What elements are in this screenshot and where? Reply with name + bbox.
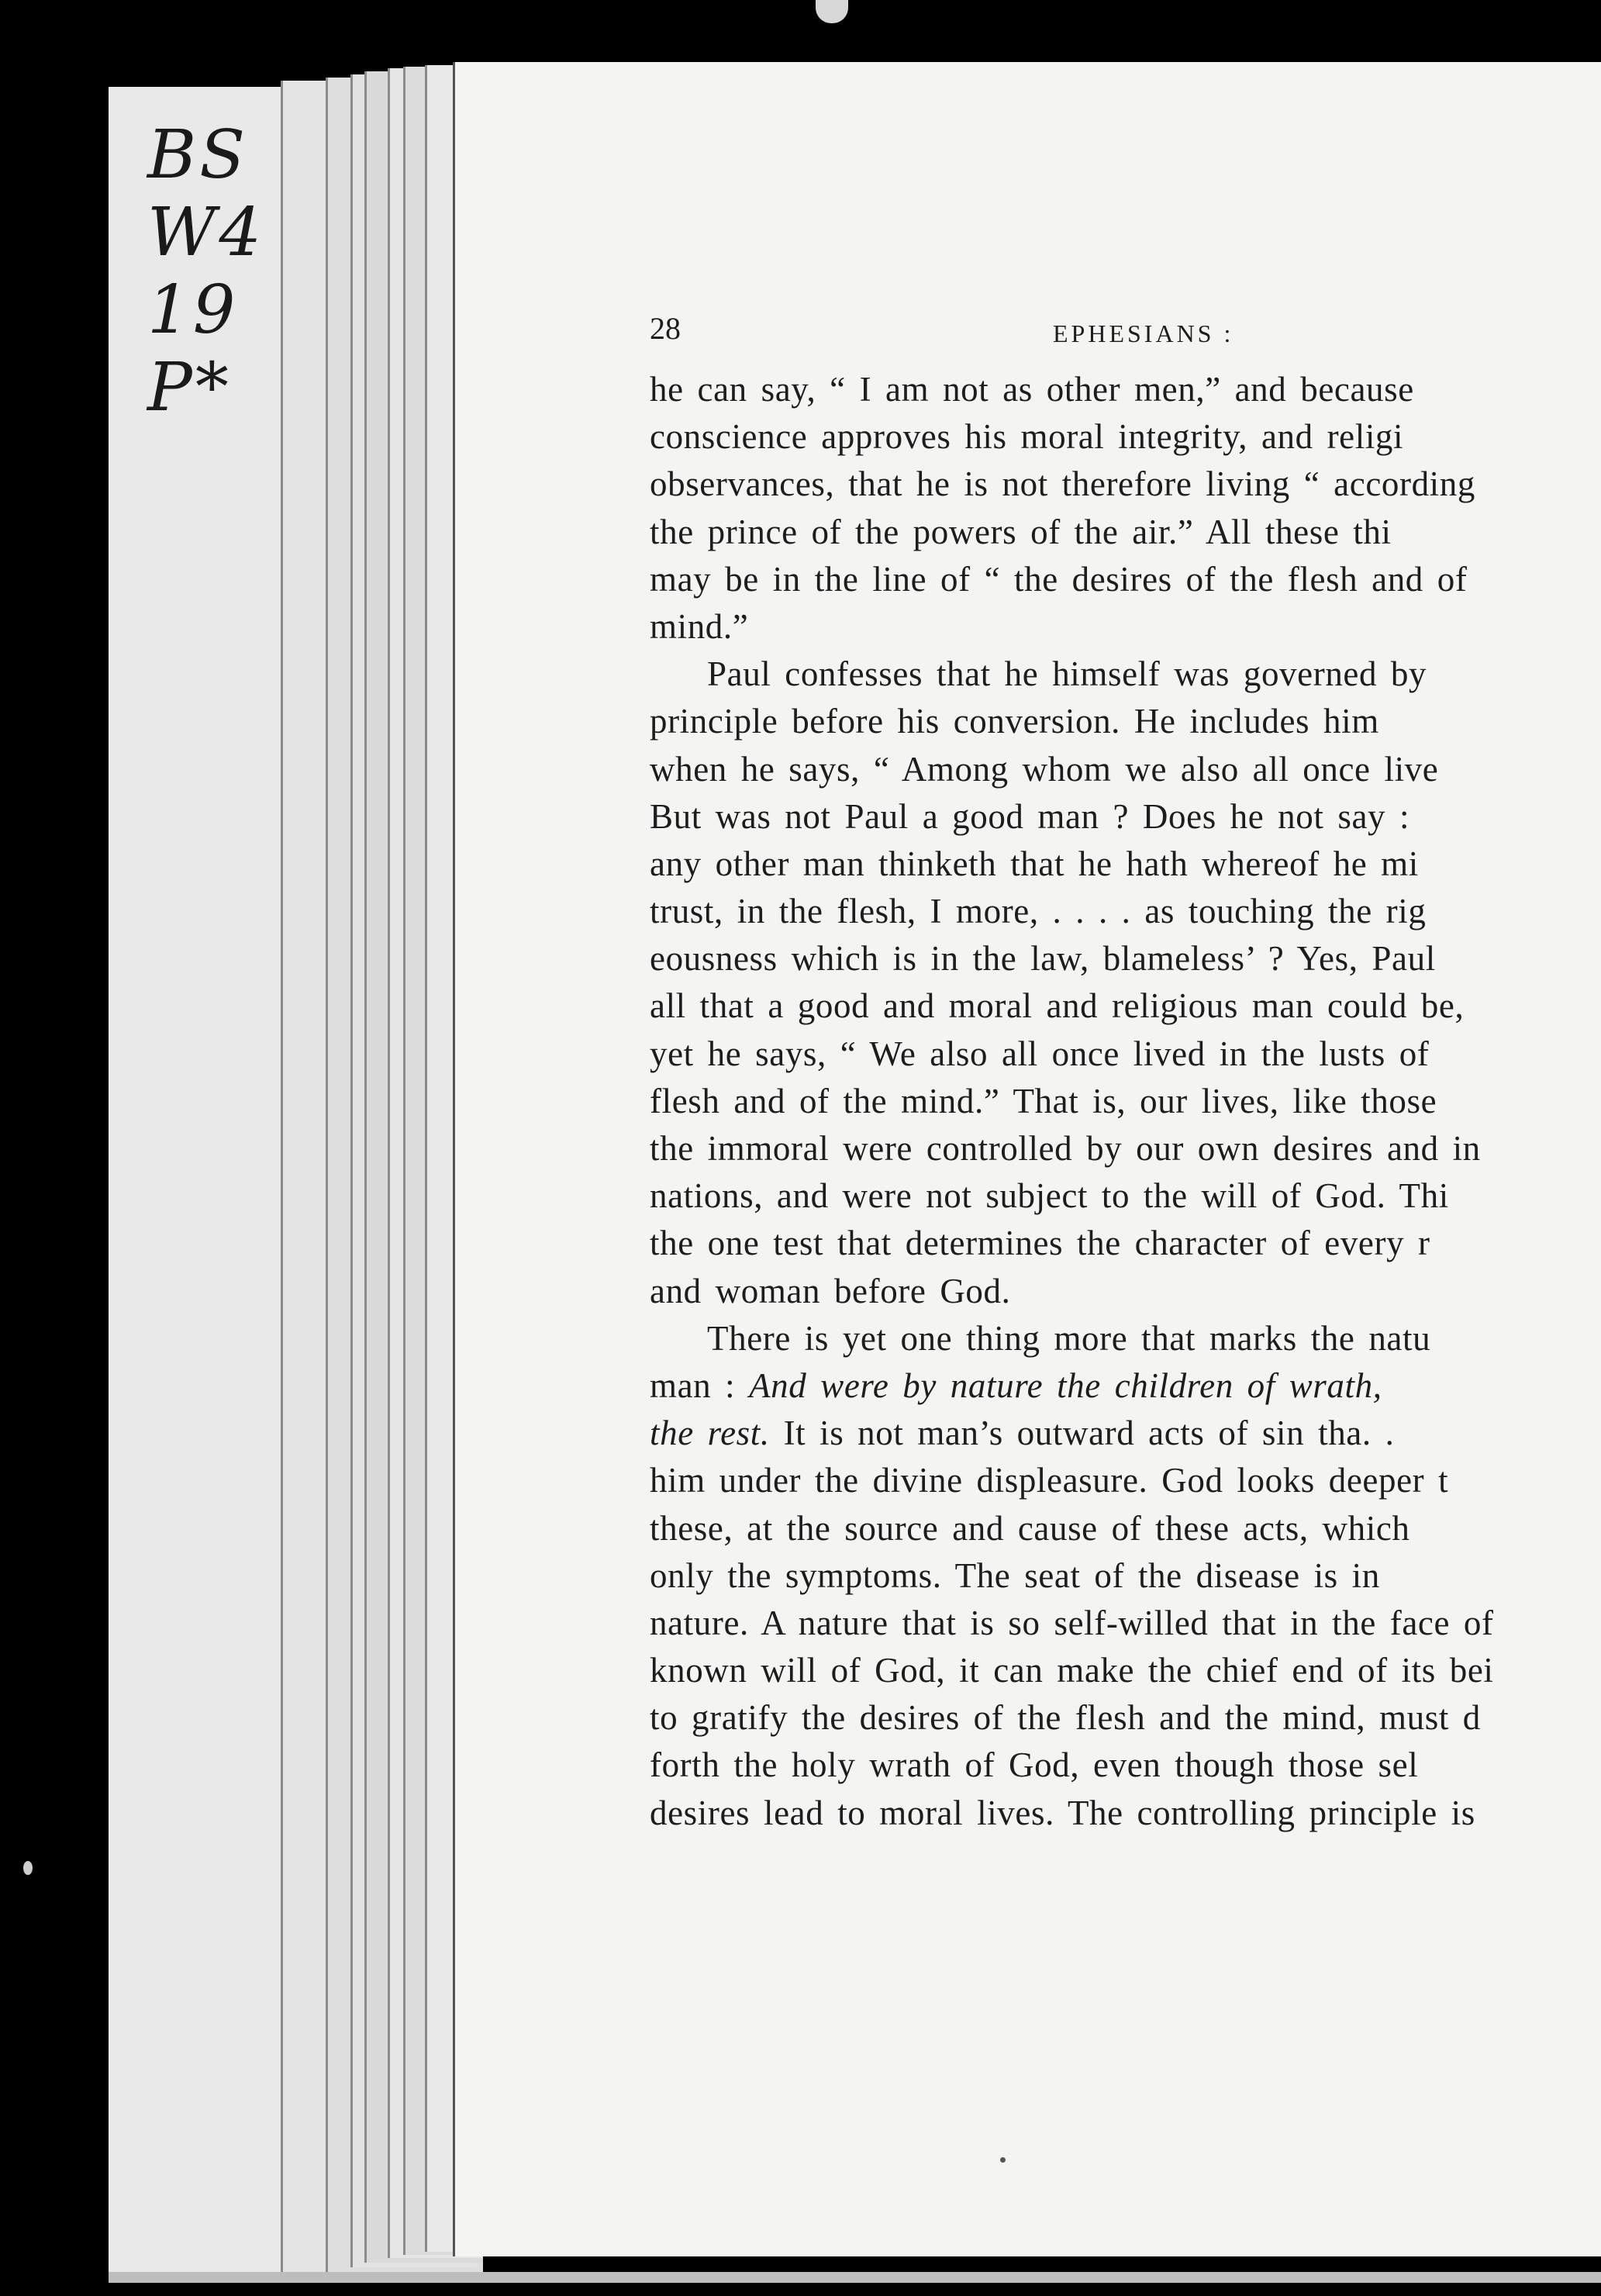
text-line: to gratify the desires of the flesh and the mind, must d: [650, 1698, 1481, 1738]
text-line: [650, 1410, 1601, 1457]
text-line: yet he says, “ We also all once lived in the lusts of: [650, 1034, 1430, 1073]
text-line: known will of God, it can make the chief end of its bei: [650, 1651, 1494, 1690]
text-line: But was not Paul a good man ? Does he not say :: [650, 796, 1410, 836]
italic-quote: the rest.: [650, 1414, 770, 1453]
running-head: [650, 310, 1601, 357]
text-line: these, at the source and cause of these acts, which: [650, 1508, 1410, 1548]
text-line: the immoral were controlled by our own desires and in: [650, 1129, 1481, 1168]
text-line: all that a good and moral and religious man could be,: [650, 986, 1465, 1026]
text-line: when he says, “ Among whom we also all once live: [650, 749, 1439, 789]
text-line: eousness which is in the law, blameless’ ? Yes, Paul: [650, 939, 1436, 979]
dust-speck: [1000, 2157, 1006, 2163]
running-title: EPHESIANS :: [1053, 319, 1234, 347]
text-line: desires lead to moral lives. The controlling principle is: [650, 1793, 1475, 1832]
text-line: the prince of the powers of the air.” All these thi: [650, 512, 1392, 551]
body-text: [650, 366, 1601, 1837]
text-line: forth the holy wrath of God, even though those sel: [650, 1745, 1419, 1785]
text-run: It is not man’s outward acts of sin tha. .: [783, 1414, 1395, 1453]
text-line: any other man thinketh that he hath whereof he mi: [650, 844, 1419, 883]
text-line: Paul confesses that he himself was governed by: [707, 654, 1427, 694]
text-line: may be in the line of “ the desires of the flesh and of: [650, 559, 1468, 599]
text-line: [650, 1362, 1601, 1410]
text-line: the one test that determines the character of every r: [650, 1224, 1430, 1263]
text-line: he can say, “ I am not as other men,” and because: [650, 370, 1414, 409]
text-run: man :: [650, 1366, 736, 1405]
text-line: him under the divine displeasure. God looks deeper t: [650, 1461, 1449, 1500]
text-line: mind.”: [650, 606, 749, 646]
text-line: conscience approves his moral integrity, and religi: [650, 417, 1404, 457]
text-line: principle before his conversion. He includes him: [650, 702, 1379, 741]
text-line: only the symptoms. The seat of the disease is in: [650, 1555, 1380, 1595]
text-line: flesh and of the mind.” That is, our lives, like those: [650, 1081, 1437, 1120]
call-number-line-2: W4: [147, 194, 265, 271]
text-line: observances, that he is not therefore living “ according: [650, 464, 1475, 504]
page-bottom-edge: [109, 2272, 1601, 2283]
text-line: and woman before God.: [650, 1271, 1011, 1310]
call-number-line-4: P*: [147, 349, 232, 426]
text-line: There is yet one thing more that marks the natu: [707, 1318, 1431, 1358]
text-line: nations, and were not subject to the will of God. Thi: [650, 1176, 1449, 1216]
page-number: 28: [650, 311, 681, 346]
call-number-line-1: BS: [147, 116, 249, 194]
call-number-line-3: 19: [147, 271, 239, 349]
text-line: trust, in the flesh, I more, . . . . as touching the rig: [650, 892, 1427, 931]
italic-quote: And were by nature the children of wrath,: [749, 1366, 1382, 1405]
dust-speck: [23, 1861, 33, 1875]
top-blot: [816, 0, 848, 23]
text-line: nature. A nature that is so self-willed that in the face of: [650, 1603, 1494, 1642]
